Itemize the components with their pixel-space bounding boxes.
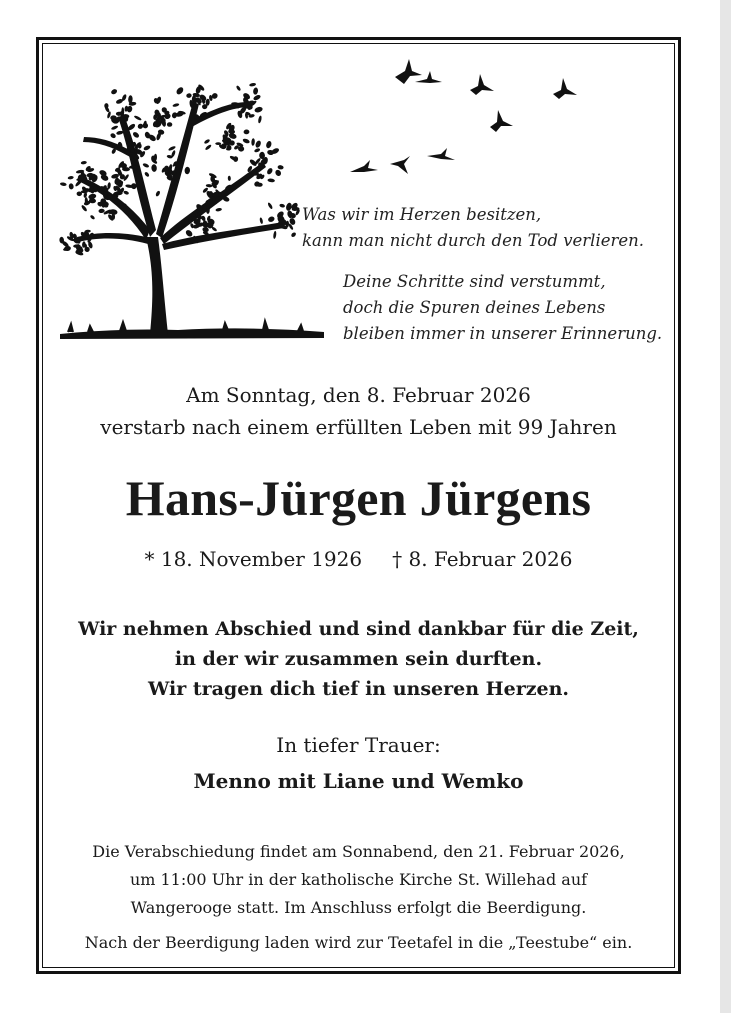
quote-1-line-1: Was wir im Herzen besitzen, (302, 205, 542, 224)
service-info-line-3: Wangerooge statt. Im Anschluss erfolgt die Beerdigung. (130, 898, 587, 917)
quote-block-1 (302, 202, 644, 254)
motto-line-1: Wir nehmen Abschied und sind dankbar für die Zeit, (78, 618, 639, 640)
death-notice-line-1: Am Sonntag, den 8. Februar 2026 (186, 383, 531, 407)
death-notice-line-2: verstarb nach einem erfüllten Leben mit 99 Jahren (100, 415, 617, 439)
family-names: Menno mit Liane und Wemko (193, 769, 524, 793)
life-dates (36, 543, 681, 575)
service-info-line-4: Nach der Beerdigung laden wird zur Teetafel in die „Teestube“ ein. (84, 933, 633, 952)
deceased-name: Hans-Jürgen Jürgens (125, 470, 592, 526)
service-info-line-2: um 11:00 Uhr in der katholische Kirche St. Willehad auf (129, 870, 588, 889)
mourning-label: In tiefer Trauer: (276, 733, 441, 757)
quote-2-line-3: bleiben immer in unserer Erinnerung. (343, 324, 663, 343)
motto-line-3: Wir tragen dich tief in unseren Herzen. (147, 678, 570, 700)
quote-block-2 (343, 269, 662, 347)
quote-2-line-1: Deine Schritte sind verstummt, (343, 272, 606, 291)
quote-1-line-2: kann man nicht durch den Tod verlieren. (302, 231, 645, 250)
death-date: † 8. Februar 2026 (392, 547, 573, 571)
quote-2-line-2: doch die Spuren deines Lebens (343, 298, 606, 317)
service-info-line-1: Die Verabschiedung findet am Sonnabend, den 21. Februar 2026, (92, 842, 625, 861)
tree-silhouette-icon (58, 62, 326, 342)
motto-line-2: in der wir zusammen sein durften. (174, 648, 543, 670)
birth-date: * 18. November 1926 (144, 547, 363, 571)
page-edge-strip (720, 0, 731, 1013)
flying-birds-icon (345, 52, 585, 182)
